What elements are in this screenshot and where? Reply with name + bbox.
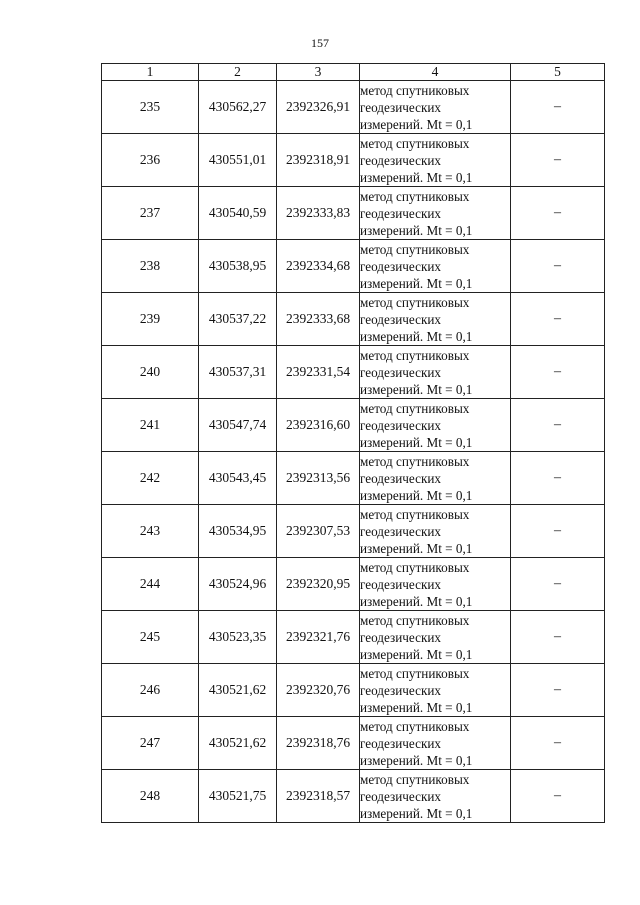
method-text-line: измерений. Mt = 0,1 xyxy=(360,540,473,556)
method-text-line: измерений. Mt = 0,1 xyxy=(360,805,473,821)
point-number-cell: 236 xyxy=(102,134,199,187)
method-text-line: измерений. Mt = 0,1 xyxy=(360,222,473,238)
x-coordinate-cell: 430540,59 xyxy=(199,187,277,240)
y-coordinate-cell: 2392318,91 xyxy=(277,134,360,187)
page-number: 157 xyxy=(311,36,329,50)
y-coordinate-cell: 2392333,83 xyxy=(277,187,360,240)
x-coordinate-cell: 430534,95 xyxy=(199,505,277,558)
column-header-3: 3 xyxy=(277,64,360,81)
table-row xyxy=(102,240,605,293)
x-coordinate-cell: 430551,01 xyxy=(199,134,277,187)
point-number-cell: 247 xyxy=(102,717,199,770)
point-number-cell: 239 xyxy=(102,293,199,346)
point-number-cell: 243 xyxy=(102,505,199,558)
method-cell xyxy=(360,187,511,240)
method-cell xyxy=(360,770,511,823)
table-body xyxy=(102,81,605,823)
method-text-line: метод спутниковых xyxy=(360,241,470,257)
method-text-line: метод спутниковых xyxy=(360,82,470,98)
point-number-cell: 245 xyxy=(102,611,199,664)
method-text-line: измерений. Mt = 0,1 xyxy=(360,169,473,185)
method-text-line: измерений. Mt = 0,1 xyxy=(360,434,473,450)
method-text-line: геодезических xyxy=(360,735,442,751)
method-cell xyxy=(360,346,511,399)
table-header xyxy=(102,64,605,81)
point-number-cell: 235 xyxy=(102,81,199,134)
method-cell xyxy=(360,664,511,717)
y-coordinate-cell: 2392318,57 xyxy=(277,770,360,823)
y-coordinate-cell: 2392313,56 xyxy=(277,452,360,505)
y-coordinate-cell: 2392334,68 xyxy=(277,240,360,293)
method-text-line: геодезических xyxy=(360,788,442,804)
y-coordinate-cell: 2392320,76 xyxy=(277,664,360,717)
y-coordinate-cell: 2392318,76 xyxy=(277,717,360,770)
method-text-line: геодезических xyxy=(360,258,442,274)
x-coordinate-cell: 430524,96 xyxy=(199,558,277,611)
method-cell xyxy=(360,240,511,293)
method-cell xyxy=(360,399,511,452)
table-row xyxy=(102,770,605,823)
method-cell xyxy=(360,134,511,187)
x-coordinate-cell: 430537,31 xyxy=(199,346,277,399)
method-text-line: геодезических xyxy=(360,205,442,221)
column-header-4: 4 xyxy=(360,64,511,81)
note-cell: – xyxy=(511,240,605,293)
y-coordinate-cell: 2392333,68 xyxy=(277,293,360,346)
method-cell xyxy=(360,558,511,611)
x-coordinate-cell: 430543,45 xyxy=(199,452,277,505)
method-text-line: метод спутниковых xyxy=(360,347,470,363)
method-cell xyxy=(360,452,511,505)
note-cell: – xyxy=(511,717,605,770)
method-cell xyxy=(360,505,511,558)
method-text-line: измерений. Mt = 0,1 xyxy=(360,487,473,503)
note-cell: – xyxy=(511,293,605,346)
y-coordinate-cell: 2392321,76 xyxy=(277,611,360,664)
x-coordinate-cell: 430537,22 xyxy=(199,293,277,346)
method-text-line: геодезических xyxy=(360,417,442,433)
table-row xyxy=(102,293,605,346)
point-number-cell: 238 xyxy=(102,240,199,293)
method-text-line: метод спутниковых xyxy=(360,718,470,734)
table-row xyxy=(102,505,605,558)
x-coordinate-cell: 430521,62 xyxy=(199,664,277,717)
method-text-line: геодезических xyxy=(360,523,442,539)
note-cell: – xyxy=(511,505,605,558)
y-coordinate-cell: 2392320,95 xyxy=(277,558,360,611)
method-text-line: измерений. Mt = 0,1 xyxy=(360,275,473,291)
method-text-line: метод спутниковых xyxy=(360,135,470,151)
note-cell: – xyxy=(511,399,605,452)
table-row xyxy=(102,187,605,240)
x-coordinate-cell: 430521,62 xyxy=(199,717,277,770)
method-cell xyxy=(360,81,511,134)
note-cell: – xyxy=(511,770,605,823)
note-cell: – xyxy=(511,81,605,134)
method-text-line: геодезических xyxy=(360,364,442,380)
method-text-line: измерений. Mt = 0,1 xyxy=(360,699,473,715)
note-cell: – xyxy=(511,346,605,399)
x-coordinate-cell: 430538,95 xyxy=(199,240,277,293)
table-row xyxy=(102,452,605,505)
method-text-line: метод спутниковых xyxy=(360,559,470,575)
method-text-line: измерений. Mt = 0,1 xyxy=(360,116,473,132)
method-text-line: геодезических xyxy=(360,152,442,168)
header-row xyxy=(102,64,605,81)
point-number-cell: 237 xyxy=(102,187,199,240)
method-text-line: метод спутниковых xyxy=(360,612,470,628)
note-cell: – xyxy=(511,558,605,611)
method-cell xyxy=(360,293,511,346)
x-coordinate-cell: 430523,35 xyxy=(199,611,277,664)
method-text-line: метод спутниковых xyxy=(360,400,470,416)
note-cell: – xyxy=(511,664,605,717)
table-row xyxy=(102,664,605,717)
point-number-cell: 248 xyxy=(102,770,199,823)
table-row xyxy=(102,346,605,399)
y-coordinate-cell: 2392316,60 xyxy=(277,399,360,452)
note-cell: – xyxy=(511,452,605,505)
column-header-2: 2 xyxy=(199,64,277,81)
column-header-5: 5 xyxy=(511,64,605,81)
x-coordinate-cell: 430547,74 xyxy=(199,399,277,452)
method-text-line: измерений. Mt = 0,1 xyxy=(360,328,473,344)
x-coordinate-cell: 430562,27 xyxy=(199,81,277,134)
method-text-line: метод спутниковых xyxy=(360,294,470,310)
method-text-line: измерений. Mt = 0,1 xyxy=(360,752,473,768)
y-coordinate-cell: 2392326,91 xyxy=(277,81,360,134)
method-text-line: геодезических xyxy=(360,682,442,698)
table-row xyxy=(102,399,605,452)
note-cell: – xyxy=(511,611,605,664)
method-text-line: измерений. Mt = 0,1 xyxy=(360,381,473,397)
note-cell: – xyxy=(511,134,605,187)
table-row xyxy=(102,134,605,187)
table-row xyxy=(102,717,605,770)
method-text-line: геодезических xyxy=(360,99,442,115)
table-row xyxy=(102,558,605,611)
y-coordinate-cell: 2392331,54 xyxy=(277,346,360,399)
point-number-cell: 244 xyxy=(102,558,199,611)
method-text-line: метод спутниковых xyxy=(360,771,470,787)
column-header-1: 1 xyxy=(102,64,199,81)
point-number-cell: 241 xyxy=(102,399,199,452)
method-text-line: геодезических xyxy=(360,629,442,645)
method-text-line: метод спутниковых xyxy=(360,188,470,204)
point-number-cell: 246 xyxy=(102,664,199,717)
method-text-line: измерений. Mt = 0,1 xyxy=(360,646,473,662)
y-coordinate-cell: 2392307,53 xyxy=(277,505,360,558)
method-text-line: геодезических xyxy=(360,311,442,327)
note-cell: – xyxy=(511,187,605,240)
point-number-cell: 240 xyxy=(102,346,199,399)
method-text-line: метод спутниковых xyxy=(360,506,470,522)
method-text-line: геодезических xyxy=(360,576,442,592)
x-coordinate-cell: 430521,75 xyxy=(199,770,277,823)
method-cell xyxy=(360,717,511,770)
point-number-cell: 242 xyxy=(102,452,199,505)
coordinates-table xyxy=(101,63,605,823)
method-text-line: измерений. Mt = 0,1 xyxy=(360,593,473,609)
method-text-line: метод спутниковых xyxy=(360,665,470,681)
method-text-line: геодезических xyxy=(360,470,442,486)
table-row xyxy=(102,81,605,134)
method-cell xyxy=(360,611,511,664)
table-row xyxy=(102,611,605,664)
method-text-line: метод спутниковых xyxy=(360,453,470,469)
